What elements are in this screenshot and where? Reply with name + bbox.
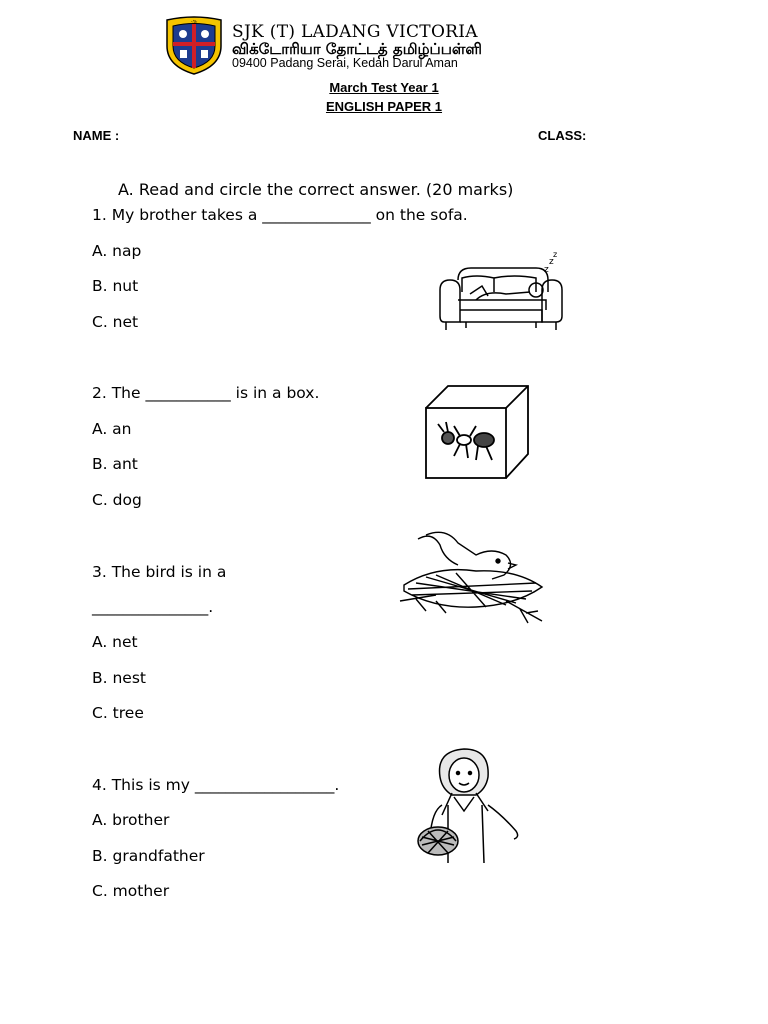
svg-text:z: z — [553, 250, 558, 259]
q2-option-a[interactable]: A. an — [92, 420, 132, 438]
school-name-tamil: விக்டோரியா தோட்டத் தமிழ்ப்பள்ளி — [232, 40, 482, 58]
q4-option-c[interactable]: C. mother — [92, 882, 170, 900]
school-address: 09400 Padang Serai, Kedah Darul Aman — [232, 56, 458, 70]
section-instruction: A. Read and circle the correct answer. (20 marks) — [118, 180, 514, 199]
paper-title: ENGLISH PAPER 1 — [325, 99, 443, 114]
mother-with-basket-picture — [412, 745, 526, 863]
q3-option-a[interactable]: A. net — [92, 633, 138, 651]
question-3: 3. The bird is in a — [92, 563, 227, 581]
sofa-sleeping-picture — [436, 250, 566, 335]
q1-option-c[interactable]: C. net — [92, 313, 139, 331]
q4-option-b[interactable]: B. grandfather — [92, 847, 205, 865]
q4-option-a[interactable]: A. brother — [92, 811, 170, 829]
q3-option-b[interactable]: B. nest — [92, 669, 147, 687]
q1-option-b[interactable]: B. nut — [92, 277, 139, 295]
question-4: 4. This is my __________________. — [92, 776, 340, 794]
bird-in-nest-picture — [396, 525, 546, 630]
question-1: 1. My brother takes a ______________ on the sofa. — [92, 206, 468, 224]
q2-option-c[interactable]: C. dog — [92, 491, 142, 509]
class-label: CLASS: — [538, 128, 587, 143]
q3-option-c[interactable]: C. tree — [92, 704, 144, 722]
q1-option-a[interactable]: A. nap — [92, 242, 142, 260]
svg-text:z: z — [544, 265, 549, 275]
school-name: SJK (T) LADANG VICTORIA — [232, 22, 478, 42]
school-crest — [163, 14, 225, 76]
name-label: NAME : — [73, 128, 120, 143]
svg-text:z: z — [549, 257, 554, 267]
question-3-blank: _______________. — [92, 598, 214, 616]
svg-text:ஆ: ஆ — [190, 18, 198, 24]
q2-option-b[interactable]: B. ant — [92, 455, 138, 473]
test-title: March Test Year 1 — [329, 80, 439, 95]
ant-in-box-picture — [420, 380, 532, 482]
question-2: 2. The ___________ is in a box. — [92, 384, 320, 402]
